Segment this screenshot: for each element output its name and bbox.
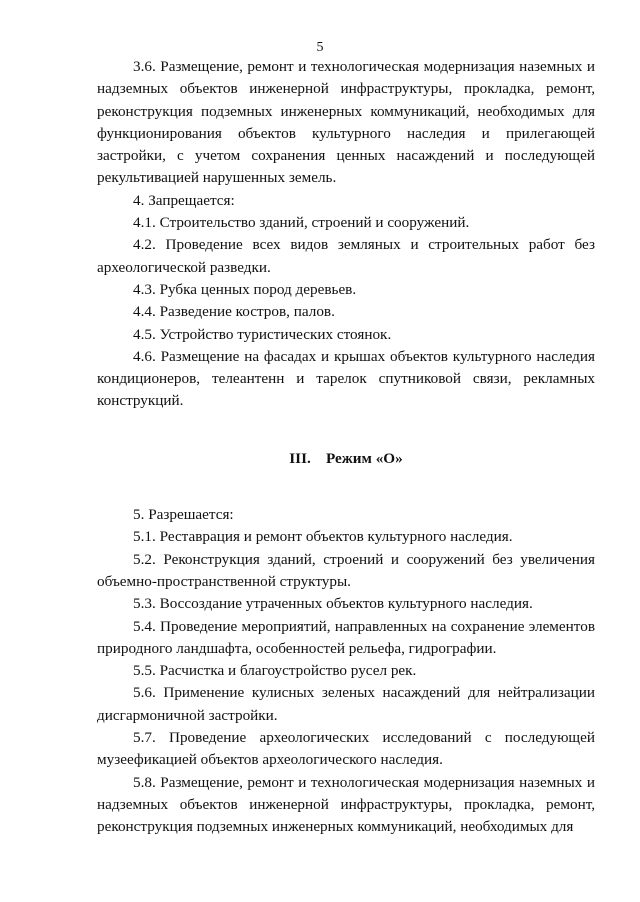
paragraph-5-6: 5.6. Применение кулисных зеленых насаждений для нейтрализации дисгармоничной застройки. xyxy=(97,684,595,724)
document-body xyxy=(97,56,595,839)
paragraph-5-3: 5.3. Воссоздание утраченных объектов культурного наследия. xyxy=(133,595,533,613)
paragraph-4-3: 4.3. Рубка ценных пород деревьев. xyxy=(133,280,357,298)
paragraph-4-1: 4.1. Строительство зданий, строений и сооружений. xyxy=(133,214,470,232)
paragraph-5: 5. Разрешается: xyxy=(133,506,234,524)
paragraph-5-1: 5.1. Реставрация и ремонт объектов культурного наследия. xyxy=(133,528,513,546)
paragraph-4: 4. Запрещается: xyxy=(133,191,235,209)
paragraph-5-7: 5.7. Проведение археологических исследований с последующей музеефикацией объектов археологического наследия. xyxy=(97,729,595,769)
paragraph-4-2: 4.2. Проведение всех видов земляных и строительных работ без археологической разведки. xyxy=(97,236,595,276)
paragraph-5-5: 5.5. Расчистка и благоустройство русел рек. xyxy=(133,662,417,680)
paragraph-3-6: 3.6. Размещение, ремонт и технологическая модернизация наземных и надземных объектов инженерной инфраструктуры, прокладка, ремонт, реконструкция подземных инженерных коммуникаций, необходимых для функционирования объектов культурного наследия и прилегающей застройки, с учетом сохранения ценных насаждений и последующей рекультивацией нарушенных земель. xyxy=(97,58,595,187)
paragraph-4-6: 4.6. Размещение на фасадах и крышах объектов культурного наследия кондиционеров, телеантенн и тарелок спутниковой связи, рекламных конструкций. xyxy=(97,347,595,410)
paragraph-4-5: 4.5. Устройство туристических стоянок. xyxy=(133,325,392,343)
paragraph-5-8: 5.8. Размещение, ремонт и технологическая модернизация наземных и надземных объектов инженерной инфраструктуры, прокладка, ремонт, реконструкция подземных инженерных коммуникаций, необходимых для xyxy=(97,773,595,836)
paragraph-5-2: 5.2. Реконструкция зданий, строений и сооружений без увеличения объемно-пространственной структуры. xyxy=(97,550,595,590)
paragraph-5-4: 5.4. Проведение мероприятий, направленных на сохранение элементов природного ландшафта, особенностей рельефа, гидрографии. xyxy=(97,617,595,657)
section-heading: III. Режим «О» xyxy=(289,449,403,467)
page-number: 5 xyxy=(316,40,324,55)
paragraph-4-4: 4.4. Разведение костров, палов. xyxy=(133,303,335,321)
